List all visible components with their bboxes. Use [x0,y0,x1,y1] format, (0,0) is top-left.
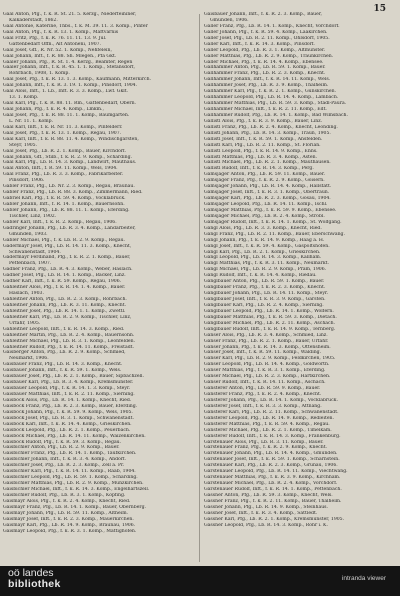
entry-line: Gansterer Anton, Pfg., Lb. R. 59. 9. Komp., Bauer. [204,386,321,392]
entry-line: Gallhammer Rudolf, Pfg., Lb. R. 14. 1. Komp., Bad Wimsbach. [204,112,348,118]
entry-line: Rohrbach, 1908, 1. Komp. [9,71,70,77]
entry-line: Gamsjäger Matthias, Pfg., f. k. R. 59. 9. Komp., Ebensee. [204,207,337,213]
entry-line: Haslach, 1903. [9,291,44,297]
entry-line: Gaisböck Leopold, Pfg., Lb. R. 2. 1. Komp., Peuerbach. [3,427,131,433]
entry-line: Gallhammer Josef, Pfg., Lb. R. 3. 9. Komp., Thalheim. [204,83,329,89]
entry-line: Ganglbauer Johann, Pfg., Lb. R. 14. 11. Komp., Steyr. [204,291,329,297]
entry-line: Gallhammer Franz, Pfg., Lb. R. 2. 3. Komp., Knecht. [204,71,326,77]
entry-line: Gahleitner Anton, Pfg., Lb. R. 2. 3. Komp., Rohrbach. [3,297,127,302]
entry-line: Garstenauer Alois, Pfg., Lb. R. 3. 11. Komp., Bauer. [204,439,324,445]
entry-line: Gamsjäger Leopold, Pfg., Lb. R. 14. 11. Komp., Ischl. [204,202,328,207]
entry-line: Garstenauer Karl, Pfg., Lb. R. 2. 3. Komp., Grünau, 1906. [204,463,338,469]
entry-line: Ganglbauer Franz, Pfg., f. k. R. 2. 3. Komp., Knecht. [204,285,326,291]
entry-line: Gansterer Johann, Pfg., Lb. R. 14. 1. Komp., Vöcklabruck. [204,397,338,403]
entry-line: Gansterer Matthias, Pfg., f. k. R. 59. 4. Komp., Regau. [204,421,330,427]
entry-line: Gaisbichler Leopold, Pfg., Lb. R. 59. 1. Komp., Schärding. [3,475,138,481]
entry-line: L. Nr. 11. 1. Komp. [9,118,54,124]
entry-line: Gaal Anton, Pfg., f. k. R. 13. 1. Komp., Maftvarnis [3,29,119,35]
entry-line: Gaal Josef, Gff., R. Nr. 52. 1. Komp., Nehfelein, [3,47,112,53]
entry-line: Gahleitner Leopold, Inft., f. k. R. 14. 3. Komp., Ried. [3,326,125,332]
entry-line: Gansterer Franz, Pfg., f. k. R. 2. 4. Komp., Knecht. [204,392,322,397]
entry-line: Gaismayr Karl, Pfg., Lb. R. 14. 9. Komp., Braunau, 1906. [3,522,136,528]
entry-line: Gansterer Leopold, Pfg., Lb. R. 14. 9. Komp., Redleiten. [204,415,334,421]
entry-line: Gangl Johann, Pfg., f. k. R. 14. 9. Komp., Haag a. H. [204,237,325,243]
entry-line: Gahleitner Michael, Pfg., Lb. R. 3. 1. Komp., Leonfelden. [3,338,136,344]
entry-line: Ganglbauer Josef, Inft., f. k. R. 3. 9. Komp., Garsten. [204,297,326,302]
entry-line: Neumarkt, 1906. [9,356,49,362]
entry-line: Ganser Michael, Pfg., Lb. R. 2. 3. Komp., Hartkirchen. [204,374,331,380]
entry-line: Gmunden, 1903. [9,231,48,237]
entry-line: Gaal Karl, Pfg., Lb. R. 14. 3. Komp., Landwirt, Mauthaus. [3,160,137,166]
entry-line: 13. 1. Komp. [9,95,39,101]
entry-line: Gallistl Alois, Pfg., f. k. R. 3. 9. Komp., Bauer, Linz. [204,118,323,124]
entry-line: Gassner Anton, Pfg., Lb. R. 59. 3. Komp., Knecht, Wels. [204,492,333,498]
entry-line: Gahleitner Josef, Pfg., Lb. R. 14. 1. 1. Komp., Zwettl. [3,308,126,314]
entry-line: Gamsjäger Franz, Pfg., f. k. R. 2. 9. Komp., Goisern. [204,178,325,184]
entry-line: Gallistl Franz, Pfg., Lb. R. 2. 4. Komp., Knecht, Leonding. [204,124,338,130]
entry-line: Gangl Karl, Pfg., Lb. R. 2. 1. Komp., Grieskirchen. [204,249,321,255]
entry-line: Garstenauer Josef, Inft., f. k. R. 59. 1. Komp., Scharnstein. [204,457,340,463]
entry-line: Gaisböck Karl, Inft., f. k. R. 14. 4. Komp., Grieskirchen. [3,421,132,427]
entry-line: Gallhammer Karl, Pfg., f. k. R. 2. 1. Komp., Gunskirchen. [204,89,337,95]
entry-line: Gaisböck Josef, Pfg., Lb. R. 3. 1. Komp., Schwanenstadt. [3,415,134,421]
entry-line: Schwanenstadt, 1904. [9,249,61,255]
library-logo[interactable] [8,568,61,590]
entry-line: Gassner Johann, Pfg., Lb. R. 14. 9. Komp., Steinhaus. [204,504,328,510]
entry-line: Gabler Michael, Pfg., f. k. Lb. R. 2. 9. Komp., Regau. [3,237,126,243]
entry-line: Gaaler Johann, Pfg., R. St. 1. 4. Kerzg., Beamter, Regen [3,59,133,65]
entry-line: Gallistl Johann, Pfg., Lb. R. 14. 3. Komp., Traun, 1905. [204,130,331,136]
entry-line: Gmunden, 1906. [210,17,249,23]
entry-line: Gabler Johann, Inft., f. R. 14. 1. Komp., Bauernsohn. [3,202,125,207]
entry-line: Gaisbauer Karl, Pfg., Lb. R. 3. 4. Komp., Kremsmünster. [3,380,134,386]
entry-line: Galler Leopold, Pfg., Lb. R. 3. 1. Komp., Altmünster. [204,47,326,53]
entry-line: Gaisbauer Leopold, Pfg., f. k. R. 14. 1. 3. Komp., Steyr. [3,386,131,392]
entry-line: Gaismayr Josef, Inft., f. k. R. 2. 3. Komp., Mauerkirchen. [3,516,134,522]
entry-line: Gallhammer Matthias, Pfg., Lb. R. 59. 3. Komp., Stadl-Paura. [204,101,347,107]
logo-line-2: bibliothek [8,578,61,590]
entry-line: Gaal Karl, Inft., f. k. R. 88. 11. 4. Komp., Windischgarsten, [3,136,139,142]
entry-line: Garstenauer Leopold, Pfg., Lb. R. 14. 11. Komp., Viechtwang. [204,469,348,475]
entry-line: Gamsjäger Josef, Inft., f. k. R. 3. 1. Komp., Obertraun. [204,190,330,196]
entry-line: Gaisberger Anton, Pfg., Lb. R. 2. 9. Komp., Schmied, [3,350,126,356]
entry-line: Steyr, 1905. [9,142,38,148]
entry-line: Gaisbichler Anton, Pfg., Lb. R. 2. 9. Komp., Bauer. [3,445,120,451]
entry-line: Gabler Franz, Pfg., Lb. Nr. 2. 3. Komp., Regau, Braunau. [3,184,135,190]
logo-line-1: oö landes [8,567,54,579]
entry-line: Gaal Johann, Inft., f. k. R. 3. 19. 1. Komp., Pinsdorf, 1904. [3,83,138,89]
entry-line: Gangl Matthias, Pfg., f. k. R. 3. 11. Komp., Neumarkt. [204,261,329,267]
entry-line: Gansterer Josef, Inft., f. k. R. 3. 3. Komp., Attnang. [204,403,322,409]
entry-line: Ganser Karl, Pfg., Lb. R. 2. 9. Komp., Feldkirchen, 1905. [204,356,336,362]
entry-line: Gaisbichler Franz, Pfg., Lb. R. 14. 1. Komp., Taufkirchen. [3,451,137,457]
entry-line: Galler Matthias, Pfg., Lb. R. 2. 9. Komp., Traunkirchen. [204,53,334,59]
entry-line: Gallistl Michael, Pfg., Lb. R. 2. 1. Komp., Mauthausen. [204,160,331,166]
entry-line: Gallistl Josef, Inft., f. k. R. 59. 1. Komp., Ansfelden. [204,136,323,142]
entry-line: Gaisbichler Matthias, Pfg., Lb. R. 2. 9. Komp., Münzkirchen. [3,481,144,487]
entry-line: Garstenauer Franz, Pfg., f. k. R. 2. 9. Komp., Knecht. [204,445,328,451]
entry-line: Tischler, Linz, 1902. [9,213,57,219]
entry-line: Gadner Franz, Pfg., Lb. R. 4. 3. Komp., Weber, Haslach. [3,267,133,273]
entry-line: Gaisbichler Karl, Pfg., f. k. R. 14. 11. Komp., Raab, 1904. [3,469,136,475]
entry-line: Galler Franz, Pfg., Lb. R. 14. 1. Komp., Knecht, Vorchdorf. [204,23,340,29]
entry-line: Gaisböck Johann, Pfg., f. k. R. 59. 9. Komp., Wels, 1905. [3,409,133,415]
entry-line: Pettenbach, 1907. [9,261,52,267]
entry-line: Gadermayr Josef, Pfg., Lb. R. 14. 11. 3. Komp., Knecht, [3,243,132,249]
entry-line: Gangl Alois, Pfg., Lb. R. 3. 3. Komp., Knecht, Ried. [204,225,322,231]
entry-line: Gadner Karl, Inft., f. k. R. 59. Komp., Regau, 1906. [3,279,122,285]
entry-line: Gaal Franz, Pfg., Lb. R. 3. 3. Komp., Fabrikarbeiter. [3,172,124,178]
entry-line: Gaisbichler Rudolf, Pfg., Lb. R. 3. 1. Komp., Kopfing. [3,492,126,498]
entry-line: Gansterer Rudolf, Inft., f. k. R. 14. 3. Komp., Frankenburg. [204,433,341,439]
entry-line: Ganglbauer Rudolf, Inft., f. k. R. 14. 9. Komp., Ternberg. [204,326,336,332]
entry-line: Gaisbauer Johann, Inft., f. k. R. 59. 1. Komp., Wels. [3,368,122,374]
entry-line: Kalkaderstadt, 1862. [9,17,58,23]
entry-line: Gangl Leopold, Pfg., Lb. R. 14. 3. Komp., Kallham. [204,255,322,261]
entry-line: Ganglbauer Karl, Pfg., Lb. R. 2. 4. Komp., Sierning. [204,302,324,308]
entry-line: Gaisbichler Michael, Inft., f. k. R. 14. 3. Komp., Engelhartszell. [3,487,150,492]
entry-line: Gabriel Karl, Pfg., f. k. R. 59. 4. Komp., Vöcklabruck. [3,196,126,202]
entry-line: Gallhammer Johann, Inft., f. k. R. 14. 11. Komp., Wels. [204,77,331,83]
entry-line: Gaal Anton, Inft., f. R. 59. 11. Komp., Wels, 1904. [3,166,118,172]
entry-line: Gaal Johann, Gff., Stilb., f. k. R. 2. 9. Komp., Schärding. [3,154,132,160]
entry-line: Gassner Franz, Pfg., f. k. R. 2. 11. Komp., Bauer, Thalheim. [204,498,342,504]
entry-line: Gansterer Michael, Pfg., Lb. R. 2. 1. Komp., Timelkam. [204,427,332,433]
entry-line: Ganglbauer Leopold, Pfg., Lb. R. 14. 1. Komp., Wolfern. [204,308,334,314]
entry-line: Garstenauer Johann, Pfg., Lb. R. 14. 4. Komp., Gmunden. [204,451,338,457]
entry-line: Galler Karl, Inft., f. k. R. 14. 3. Komp., Pinsdorf. [204,41,315,47]
entry-line: Gallhammer Leopold, Pfg., Lb. R. 14. 4. Komp., Lambach. [204,95,339,101]
entry-line: Gaismayr Leopold, Pfg., f. k. R. 3. 1. Komp., Mattighofen. [3,528,137,534]
entry-line: Gahleitner Martin, Pfg., Lb. R. 2. 4. Komp., Bauernsohn. [3,332,135,338]
column-divider [199,14,200,562]
page-number: 15 [373,4,386,14]
entry-line: Garstenauer Rudolf, Inft., f. k. R. 14. 1. Komp., Pettenbach. [204,487,342,492]
entry-line: Gassner Karl, Pfg., Lb. R. 2. 1. Komp., Kremsmünster, 1905. [204,516,345,522]
entry-line: Gangl Franz, Pfg., Lb. R. 2. 11. Komp., Bauer, Eberschwang. [204,231,345,237]
entry-line: Gaal Johann, Pfg., f. k. R. 4. Komp., Lmkm., [3,107,104,112]
entry-line: Gaaler Johann, Inft., f. k. R. 45. 1. 1. Komp., Stefansdorf, [3,65,135,71]
entry-line: Gassner Josef, Inft., f. k. R. 3. 4. Komp., Sattledt. [204,510,318,516]
entry-line: Gadermayr Ferdinand, Pfg., f. k. R. 2. 1. Komp., Bauer, [3,255,131,261]
entry-line: Gadringer Johann, Pfg., Lb. R. 3. 4. Komp., Landarbeiter, [3,225,136,231]
entry-line: Garstenauer Matthias, Pfg., f. k. R. 3. 9. Komp., Kirchham. [204,475,341,481]
entry-line: Gaal Alois, Inft., 1. Lb., Inft. R. 3. 3. Komp., Lwf. Gklt. [3,89,129,95]
entry-line: Gahleitner Karl, Pfg., Lb. R. 2. 9. Komp., Tischler, Linz, [3,314,132,320]
entry-line: Ganser Alois, Pfg., Lb. R. 3. 4. Komp., Schmied, Linz. [204,332,328,338]
viewer-footer [0,566,400,596]
entry-line: Gaisbauer Matthias, Inft., f. k. R. 2. 11. Komp., Sierning. [3,392,135,397]
entry-line: Galler Johann, Pfg., f. k. R. 59. 4. Komp., Laakirchen. [204,29,328,35]
entry-line: Urfahr, 1905. [9,320,41,326]
entry-line: Gallistl Leopold, Pfg., f. k. R. 14. 9. Komp., Enns. [204,148,318,154]
entry-line: Gahleitner Johann, Pfg., Lb. R. 3. 11. Komp., Knecht. [3,302,127,308]
entry-line: Gaal Josef, Pfg., f. k. R. 13. 1. 3. Komp., Kaufmann, Mitterkirch. [3,77,152,83]
entry-line: Gallistl Matthias, Pfg., Lb. R. 3. 4. Komp., Asten. [204,154,318,160]
entry-line: Gangl Michael, Pfg., Lb. R. 2. 9. Komp., Pram, 1906. [204,267,327,273]
entry-line: Ganglbauer Michael, Pfg., Lb. R. 2. 11. Komp., Aschach. [204,320,336,326]
entry-line: Gallhammer Anton, Pfg., Lb. R. 59. 1. Komp., Bauer. [204,65,326,71]
entry-line: Gabler Karl, Inft., f. k. R. 2. Komp., Regau, 1906. [3,219,117,225]
entry-line: Gallistl Rudolf, Inft., f. k. R. 14. 3. Komp., Perg. [204,166,314,172]
entry-line: Pinsdorf, 1906. [9,178,45,184]
entry-line: Gaal Josef, Pfg., Lb. R. 2. 1. Komp., Bauer, Kirchdorf. [3,148,126,154]
entry-line: Gaal Johann, Inft., f. R. 88. Sh. Mlegen., Pfa Gkt. [3,53,117,59]
entry-line: Galler Michael, Pfg., f. k. R. 14. 4. Komp., Ebensee. [204,59,324,65]
entry-line: Gaisbauer Josef, Pfg., Lb. R. 2. 1. Komp., Bauer, Sipbachzell. [3,374,144,380]
entry-line: Gaal Josef, Pfg., f. k. R. 88. 11. 1. Komp., Baumgarten. [3,112,130,118]
entry-line: Gaisbauer Franz, Pfg., Lb. R. 14. 3. Komp., Knecht. [3,362,123,368]
entry-line: Gallistl Karl, Pfg., Lb. R. 2. 11. Komp., St. Florian. [204,142,321,148]
entry-line: Gamsjäger Karl, Pfg., Lb. R. 2. 3. Komp., Gosau, 1904. [204,196,331,202]
entry-line: Gaismayr Johann, Pfg., Lb. R. 59. 11. Komp., Altheim. [3,510,129,516]
entry-line: Gabler Johann, Pfg., Lb. R. 88. 11. 1. Komp., Eferding. [3,207,130,213]
entry-line: Gahleitner Rudolf, Pfg., f. k. R. 14. 11. Komp., Freistadt. [3,344,134,350]
entry-line: Ganser Matthias, Pfg., f. k. R. 3. 1. Komp., Eferding. [204,368,326,374]
entry-line: Gattenbedarf Offn., Alt Antoneni, 1907. [9,41,101,47]
entry-line: Gadner Josef, Pfg., Lb. R. 14. 1. Komp., Bäcker, Linz. [3,273,126,279]
entry-line: Garstenauer Michael, Pfg., Lb. R. 2. 4. Komp., Vorchdorf. [204,481,338,487]
left-column [3,12,189,535]
entry-line: Gansterer Karl, Pfg., Lb. R. 2. 11. Komp., Schwanenstadt. [204,409,339,415]
entry-line: Ganser Johann, Pfg., f. k. R. 14. 3. Komp., Ottensheim. [204,344,331,350]
entry-line: Ganglbauer Matthias, Pfg., f. k. R. 59. 3. Komp., Dietach. [204,314,337,320]
entry-line: Ganser Josef, Inft., f. k. R. 59. 11. Komp., Walding. [204,350,322,356]
entry-line: Gaismayr Franz, Pfg., Lb. R. 14. 1. Komp., Bauer, Obernberg. [3,504,147,510]
entry-line: Gaal Antonie, Katerine, Thbs., f. k. M. 39. 11. 3. Komp., Pinfer [3,23,148,29]
entry-line: Gaisböck Franz, Pfg., Lb. R. 2. 3. Komp., Bauer, Eferding. [3,403,138,409]
entry-line: Gaismayr Alois, Pfg., f. k. R. 2. 4. Komp., Knecht, Ried. [3,498,131,504]
entry-line: Gaal Anton, Pfg., f. k. R. St. 21. 5. Kerzg., Niederfeininer, [3,12,137,17]
entry-line: Gaisbauer Johann, Inft., f. k. R. 2. 3. Komp., Bauer, [204,12,323,17]
entry-line: Gallhammer Michael, Inft., f. k. R. 2. 11. Komp., Edt. [204,107,327,112]
entry-line: Gaal Karl, Inft., f. k. R. Nr. 11. 3. Komp., Pinfelderr. [3,124,123,130]
entry-line: Gangl Rudolf, Inft., f. k. R. 14. 4. Komp., Riedau. [204,273,317,279]
entry-line: Gassner Leopold, Pfg., Lb. R. 14. 3. Komp., Rohr i. K. [204,522,328,528]
entry-line: Gaisbichler Johann, Inft., f. k. R. 3. 4. Komp., Andorf. [3,457,127,463]
entry-line: Gaisböck Alois, Pfg., Lb. R. 14. 1. Komp., Knecht, Ried. [3,397,132,403]
entry-line: Ganser Rudolf, Inft., f. k. R. 14. 11. Komp., Aschach. [204,380,326,386]
entry-line: Ganser Franz, Pfg., Lb. R. 2. 1. Komp., Bauer, Urfahr. [204,338,329,344]
entry-line: Gahleitner Alois, Pfg., f. k. R. 14. 1. 4. Komp., Bauer. [3,285,126,291]
entry-line: Gaisböck Rudolf, Pfg., f. k. R. 59. 3. Komp., Regau. [3,439,122,445]
entry-line: Ganglbauer Anton, Pfg., Lb. R. 59. 1. Komp., Bauer. [204,279,325,285]
entry-line: Gamsjäger Anton, Pfg., Lb. R. 59. 11. Komp., Bauer. [204,172,325,178]
entry-line: Gangl Josef, Inft., f. k. R. 59. 4. Komp., Gaspoltshofen. [204,243,330,249]
entry-line: Gaisböck Michael, Pfg., Lb. R. 14. 11. Komp., Waizenkirchen. [3,433,146,439]
entry-line: Gamsjäger Rudolf, Inft., f. k. R. 14. 1. Komp., St. Wolfgang. [204,219,342,225]
entry-line: Gabler Franz, Pfg., Lb. R. 88. 3. Komp., Zimmermann, Ried. [3,190,143,196]
entry-line: Gamsjäger Michael, Pfg., Lb. R. 2. 4. Komp., Strobl. [204,213,325,219]
entry-line: Gamsjäger Johann, Pfg., Lb. R. 14. 4. Komp., Hallstatt. [204,184,332,190]
entry-line: Gaal Josef, Pfg., f. k. R. 13. 1. Komp., Regau, 1907. [3,130,122,136]
viewer-brand[interactable]: intranda viewer [341,575,386,582]
entry-line: Gaisbichler Josef, Pfg., Lb. R. 2. 3. Komp., Zell a. Pr. [3,463,125,469]
entry-line: Galler Josef, Pfg., Lb. R. 2. 11. Komp., Ohlsdorf, 1905. [204,35,330,41]
entry-line: Gaal Fritz, Pfg., f. k. R. 76. 11. 11. 13. 9. Jul. [3,35,107,41]
right-column [204,12,394,529]
entry-line: Gaal Karl, Pfg., f. k. R. 88. 11. Rm., Gattenbedarf, Obern. [3,101,137,107]
entry-line: Ganser Leopold, Pfg., Lb. R. 14. 4. Komp., Goldwörth. [204,362,330,368]
